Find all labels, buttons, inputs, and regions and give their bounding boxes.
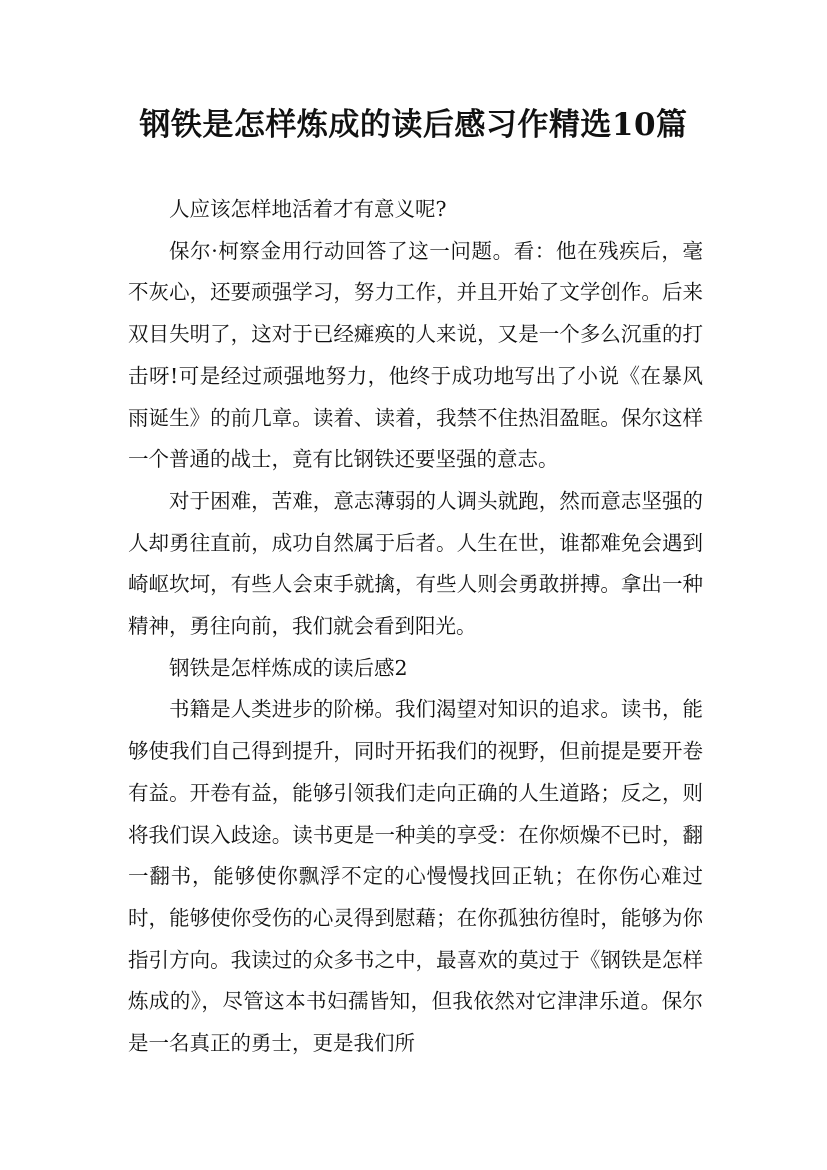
section-heading-essay-2: 钢铁是怎样炼成的读后感2	[169, 655, 408, 680]
paragraph-paul-korchagin: 保尔·柯察金用行动回答了这一问题。看：他在残疾后，毫不灰心，还要顽强学习，努力工作，并且开始了文学创作。后来双目失明了，这对于已经瘫痪的人来说，又是一个多么沉重的打击呀!可是经过顽强地努力，他终于成功地写出了小说《在暴风雨诞生》的前几章。读着、读着，我禁不住热泪盈眶。保尔这样一个普通的战士，竟有比钢铁还要坚强的意志。	[128, 238, 703, 472]
document-title: 钢铁是怎样炼成的读后感习作精选10篇	[139, 107, 688, 143]
paragraph-books-ladder: 书籍是人类进步的阶梯。我们渴望对知识的追求。读书，能够使我们自己得到提升，同时开拓我们的视野，但前提是要开卷有益。开卷有益，能够引领我们走向正确的人生道路；反之，则将我们误入歧途。读书更是一种美的享受：在你烦燥不已时，翻一翻书，能够使你飘浮不定的心慢慢找回正轨；在你伤心难过时，能够使你受伤的心灵得到慰藉；在你孤独彷徨时，能够为你指引方向。我读过的众多书之中，最喜欢的莫过于《钢铁是怎样炼成的》，尽管这本书妇孺皆知，但我依然对它津津乐道。保尔是一名真正的勇士，更是我们所	[128, 697, 703, 1056]
paragraph-facing-difficulty: 对于困难，苦难，意志薄弱的人调头就跑，然而意志坚强的人却勇往直前，成功自然属于后者。人生在世，谁都难免会遇到崎岖坎坷，有些人会束手就擒，有些人则会勇敢拼搏。拿出一种精神，勇往向前，我们就会看到阳光。	[128, 488, 703, 639]
paragraph-question: 人应该怎样地活着才有意义呢?	[169, 197, 447, 221]
document-body	[128, 189, 703, 1065]
